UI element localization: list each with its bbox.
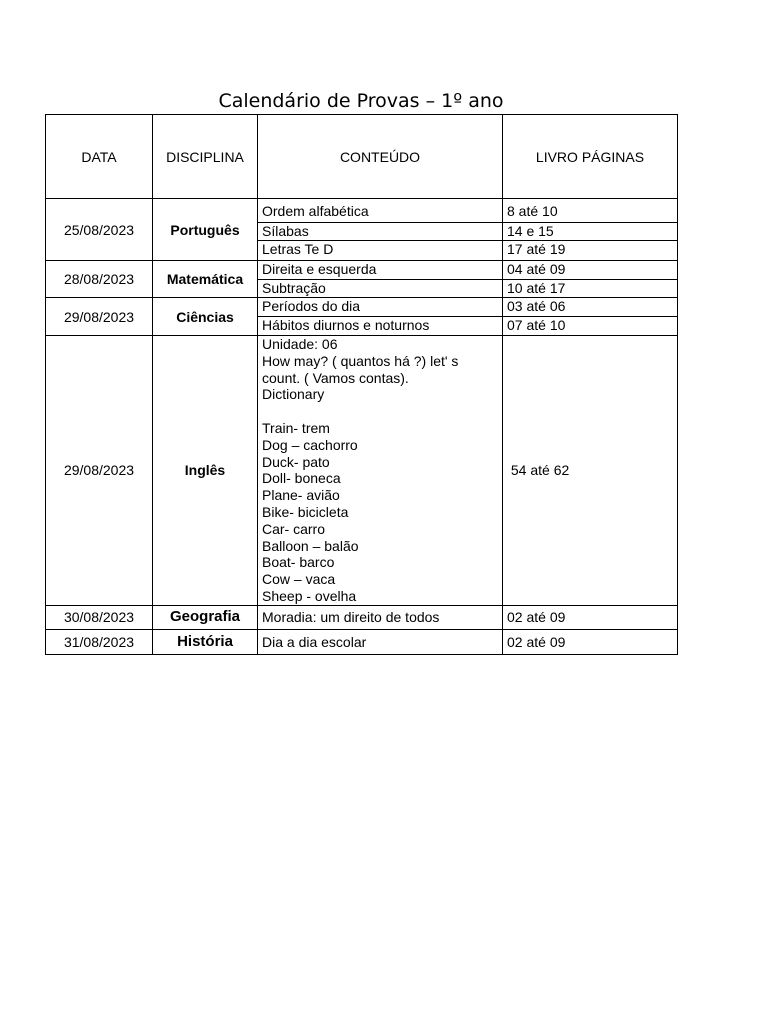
subject-name: Ciências (153, 298, 258, 336)
content-cell: Moradia: um direito de todos (258, 605, 503, 629)
subject-name: História (153, 629, 258, 654)
content-line: How may? ( quantos há ?) let' s (262, 352, 459, 369)
content-line: Unidade: 06 (262, 336, 338, 352)
content-line: Bike- bicicleta (262, 503, 349, 520)
header-content: CONTEÚDO (258, 115, 503, 199)
content-line: Balloon – balão (262, 537, 359, 554)
content-line: Car- carro (262, 520, 326, 537)
blank-line (262, 403, 498, 420)
content-line: Train- trem (262, 419, 330, 436)
table-row (46, 336, 678, 606)
content-cell: Letras Te D (258, 241, 503, 261)
header-subject: DISCIPLINA (153, 115, 258, 199)
content-line: Duck- pato (262, 453, 330, 470)
header-row (46, 115, 678, 199)
content-line: count. ( Vamos contas). (262, 369, 409, 386)
header-date: DATA (46, 115, 153, 199)
exam-date: 31/08/2023 (46, 629, 153, 654)
table-row (46, 629, 678, 654)
content-line: Dictionary (262, 386, 325, 403)
content-cell: Direita e esquerda (258, 261, 503, 280)
exam-date: 28/08/2023 (46, 261, 153, 298)
header-pages: LIVRO PÁGINAS (503, 115, 678, 199)
content-cell: Períodos do dia (258, 298, 503, 317)
subject-name: Português (153, 199, 258, 261)
subject-name: Geografia (153, 605, 258, 629)
pages-cell: 8 até 10 (503, 199, 678, 223)
content-cell (258, 336, 503, 606)
exam-date: 29/08/2023 (46, 298, 153, 336)
content-line: Dog – cachorro (262, 436, 358, 453)
pages-cell: 04 até 09 (503, 261, 678, 280)
subject-name: Matemática (153, 261, 258, 298)
content-line: Boat- barco (262, 554, 335, 571)
pages-cell: 54 até 62 (503, 336, 678, 606)
vocabulary-list (262, 336, 498, 605)
pages-cell: 14 e 15 (503, 223, 678, 241)
exam-schedule-table (45, 114, 678, 655)
content-line: Cow – vaca (262, 571, 336, 588)
pages-cell: 10 até 17 (503, 280, 678, 298)
pages-cell: 02 até 09 (503, 629, 678, 654)
exam-date: 29/08/2023 (46, 336, 153, 606)
content-line: Doll- boneca (262, 470, 341, 487)
pages-cell: 07 até 10 (503, 317, 678, 336)
table-row (46, 199, 678, 223)
exam-date: 30/08/2023 (46, 605, 153, 629)
content-line: Plane- avião (262, 487, 340, 504)
pages-cell: 17 até 19 (503, 241, 678, 261)
content-line: Sheep - ovelha (262, 587, 357, 604)
content-cell: Ordem alfabética (258, 199, 503, 223)
content-cell: Subtração (258, 280, 503, 298)
pages-cell: 03 até 06 (503, 298, 678, 317)
content-cell: Hábitos diurnos e noturnos (258, 317, 503, 336)
document-title: Calendário de Provas – 1º ano (218, 90, 504, 112)
table-row (46, 605, 678, 629)
subject-name: Inglês (153, 336, 258, 606)
content-cell: Sílabas (258, 223, 503, 241)
pages-cell: 02 até 09 (503, 605, 678, 629)
table-row (46, 298, 678, 317)
table-row (46, 261, 678, 280)
exam-date: 25/08/2023 (46, 199, 153, 261)
content-cell: Dia a dia escolar (258, 629, 503, 654)
